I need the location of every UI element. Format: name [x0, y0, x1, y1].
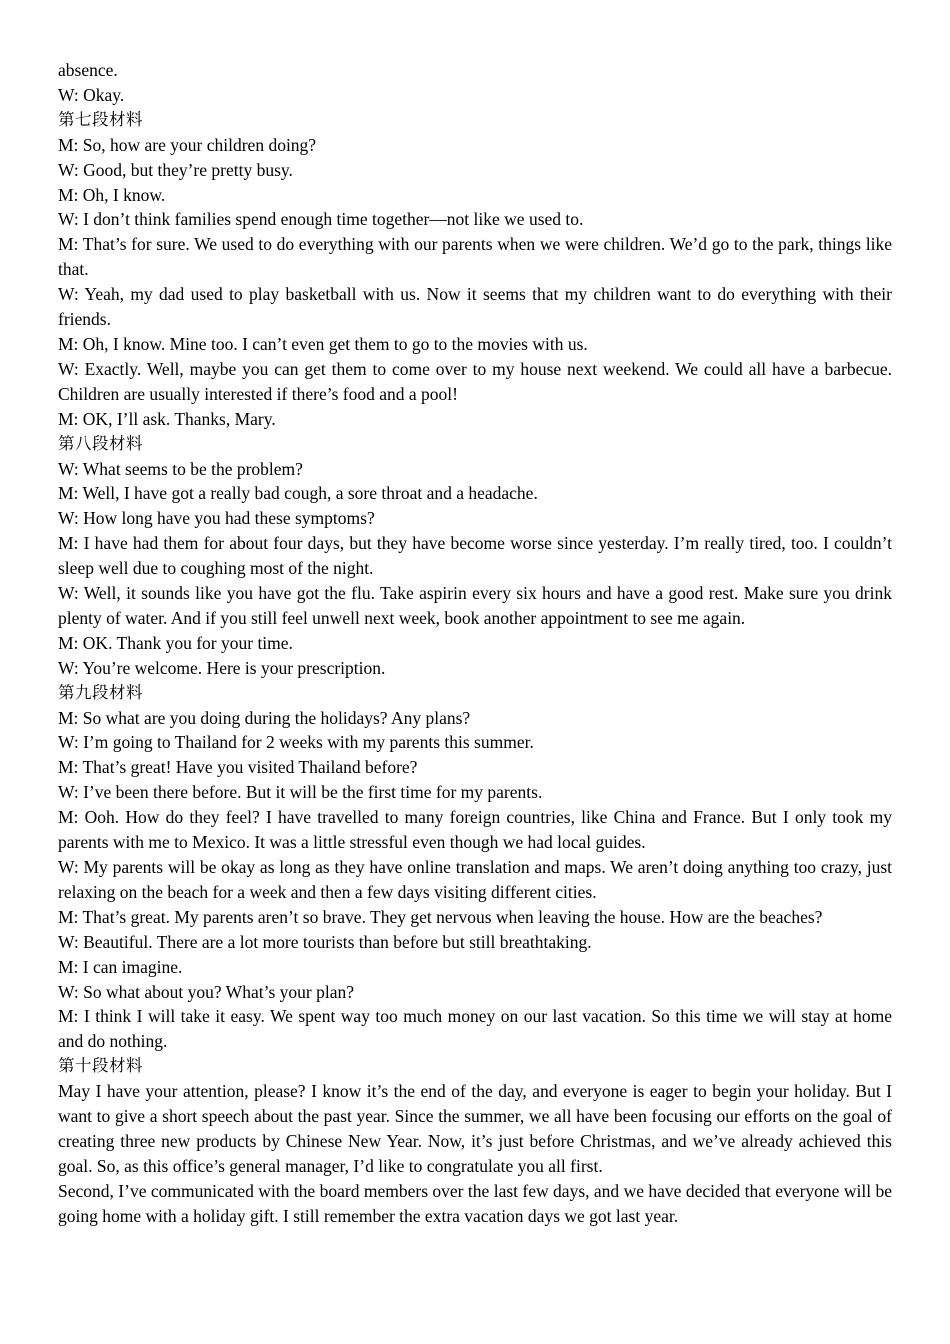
- transcript-paragraph: M: So, how are your children doing?: [58, 134, 317, 155]
- transcript-paragraph: M: I think I will take it easy. We spent way too much money on our last vacation. So this time we will stay at home and do nothing.: [58, 1006, 892, 1052]
- transcript-paragraph: W: Yeah, my dad used to play basketball with us. Now it seems that my children want to do everything with their friends.: [58, 284, 892, 330]
- document-page: [58, 58, 892, 1229]
- transcript-paragraph: M: Oh, I know. Mine too. I can’t even get them to go to the movies with us.: [58, 333, 588, 354]
- transcript-paragraph: M: That’s great! Have you visited Thailand before?: [58, 757, 418, 778]
- transcript-paragraph: W: I’m going to Thailand for 2 weeks with my parents this summer.: [58, 732, 534, 753]
- section-heading: 第七段材料: [58, 109, 143, 129]
- transcript-paragraph: M: So what are you doing during the holidays? Any plans?: [58, 707, 471, 728]
- transcript-paragraph: M: Well, I have got a really bad cough, a sore throat and a headache.: [58, 483, 538, 504]
- section-heading: 第八段材料: [58, 433, 143, 453]
- section-heading: 第九段材料: [58, 682, 143, 702]
- section-heading: 第十段材料: [58, 1056, 143, 1076]
- transcript-paragraph: W: My parents will be okay as long as they have online translation and maps. We aren’t doing anything too crazy, just relaxing on the beach for a week and then a few days visiting different cities.: [58, 857, 892, 902]
- transcript-paragraph: W: I’ve been there before. But it will be the first time for my parents.: [58, 782, 543, 803]
- transcript-paragraph: absence.: [58, 60, 118, 80]
- transcript-paragraph: W: How long have you had these symptoms?: [58, 508, 375, 529]
- transcript-paragraph: W: Well, it sounds like you have got the flu. Take aspirin every six hours and have a good rest. Make sure you drink plenty of water. And if you still feel unwell next week, book another appointment to see me again.: [58, 583, 892, 628]
- transcript-paragraph: W: So what about you? What’s your plan?: [58, 981, 354, 1002]
- transcript-paragraph: W: I don’t think families spend enough time together—not like we used to.: [58, 209, 584, 230]
- transcript-paragraph: M: Oh, I know.: [58, 184, 166, 205]
- transcript-paragraph: Second, I’ve communicated with the board members over the last few days, and we have decided that everyone will be going home with a holiday gift. I still remember the extra vacation days we got last year.: [58, 1180, 892, 1226]
- transcript-paragraph: W: Beautiful. There are a lot more tourists than before but still breathtaking.: [58, 931, 592, 952]
- transcript-paragraph: W: Okay.: [58, 84, 125, 105]
- transcript-paragraph: W: What seems to be the problem?: [58, 458, 303, 479]
- transcript-paragraph: W: You’re welcome. Here is your prescription.: [58, 657, 386, 678]
- transcript-paragraph: May I have your attention, please? I know it’s the end of the day, and everyone is eager to begin your holiday. But I want to give a short speech about the past year. Since the summer, we all have been focusing our efforts on the goal of creating three new products by Chinese New Year. Now, it’s just before Christmas, and we’ve already achieved this goal. So, as this office’s general manager, I’d like to congratulate you all first.: [58, 1081, 892, 1176]
- transcript-paragraph: M: I can imagine.: [58, 956, 183, 977]
- transcript-paragraph: W: Good, but they’re pretty busy.: [58, 159, 293, 180]
- transcript-paragraph: M: I have had them for about four days, but they have become worse since yesterday. I’m really tired, too. I couldn’t sleep well due to coughing most of the night.: [58, 533, 892, 579]
- transcript-paragraph: M: OK. Thank you for your time.: [58, 632, 293, 653]
- transcript-paragraph: M: That’s great. My parents aren’t so brave. They get nervous when leaving the house. How are the beaches?: [58, 906, 823, 927]
- transcript-paragraph: M: OK, I’ll ask. Thanks, Mary.: [58, 408, 276, 429]
- transcript-paragraph: M: That’s for sure. We used to do everything with our parents when we were children. We’d go to the park, things like that.: [58, 234, 892, 280]
- transcript-paragraph: M: Ooh. How do they feel? I have travelled to many foreign countries, like China and France. But I only took my parents with me to Mexico. It was a little stressful even though we had local guides.: [58, 807, 892, 853]
- transcript-paragraph: W: Exactly. Well, maybe you can get them to come over to my house next weekend. We could all have a barbecue. Children are usually interested if there’s food and a pool!: [58, 358, 892, 404]
